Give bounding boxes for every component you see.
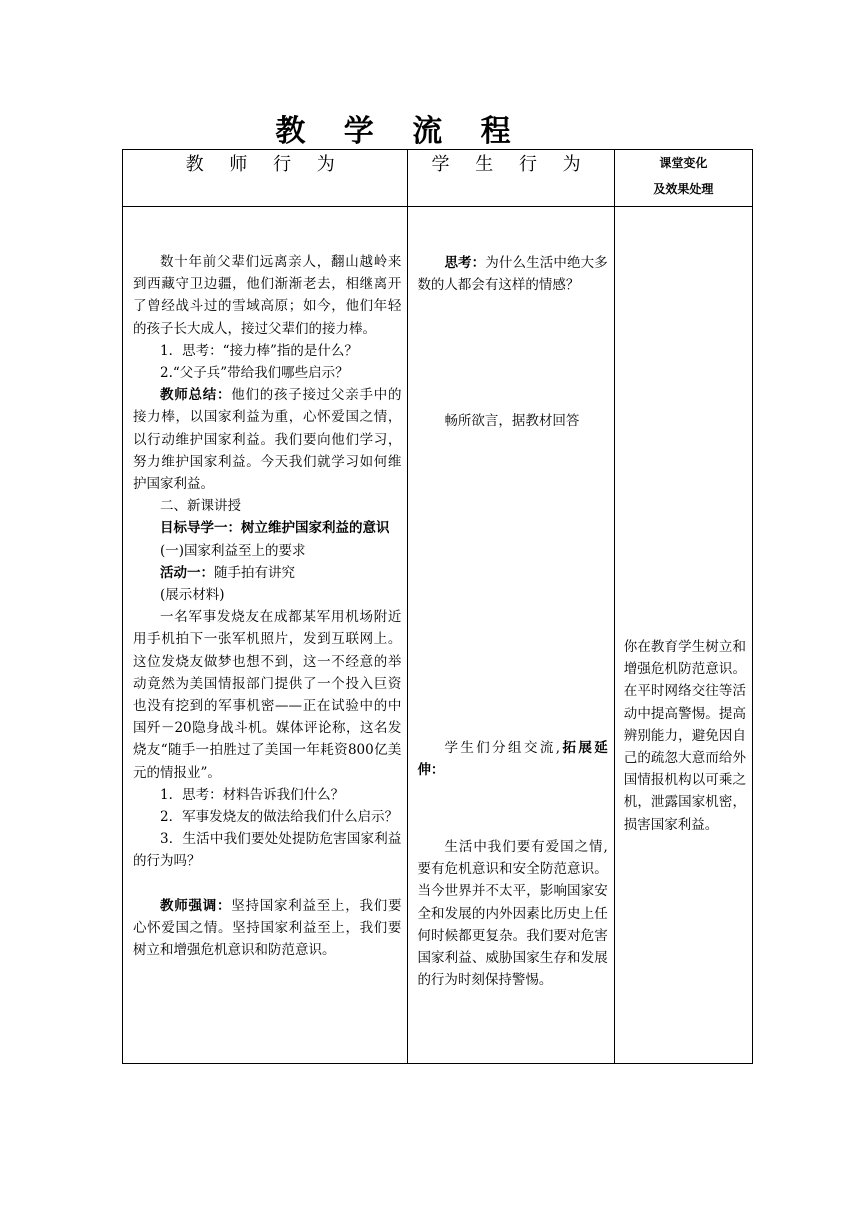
summary-label: 教师总结：: [160, 387, 232, 404]
teacher-question-2: 2.“父子兵”带给我们哪些启示？: [160, 365, 349, 382]
teacher-intro: 数十年前父辈们远离亲人，翻山越岭来到西藏守卫边疆，他们渐渐老去，相继离开了曾经战斗过的雪域高原；如今，他们年轻的孩子长大成人，接过父辈们的接力棒。: [133, 254, 402, 337]
header-notes-line1: 课堂变化: [659, 156, 708, 170]
notes-text: 你在教育学生树立和增强危机防范意识。在平时网络交往等活动中提高警惕。提高辨别能力，避免因自己的疏忽大意而给外国情报机构以可乘之机，泄露国家机密，损害国家利益。: [623, 639, 746, 833]
student-cell: [408, 207, 614, 1064]
material-question-3: 3．生活中我们要处处提防危害国家利益的行为吗？: [133, 831, 402, 870]
emphasis-label: 教师强调：: [160, 897, 232, 914]
section-heading: 二、新课讲授: [160, 498, 241, 515]
extend-label: 拓展延伸：: [417, 739, 608, 778]
teacher-emphasis: [133, 895, 401, 962]
header-student: 学 生 行 为: [408, 150, 614, 207]
notes-cell: [614, 207, 752, 1064]
sub-heading: (一)国家利益至上的要求: [160, 542, 306, 559]
teacher-question-1: 1．思考：“接力棒”指的是什么？: [160, 342, 358, 359]
summary-text: 他们的孩子接过父亲手中的接力棒，以国家利益为重，心怀爱国之情，以行动维护国家利益。我们要向他们学习，努力维护国家利益。今天我们就学习如何维护国家利益。: [133, 387, 402, 493]
material-question-1: 1．思考：材料告诉我们什么？: [160, 786, 345, 803]
header-notes: [614, 150, 752, 207]
activity-text: 随手拍有讲究: [214, 564, 295, 581]
header-teacher: 教 师 行 为: [123, 150, 408, 207]
activity-label: 活动一：: [160, 564, 214, 581]
student-conclusion: 生活中我们要有爱国之情,要有危机意识和安全防范意识。当今世界并不太平，影响国家安全和发展的内外因素比历史上任何时候都更复杂。我们要对危害国家利益、威胁国家生存和发展的行为时刻保持警惕。: [417, 839, 608, 989]
emphasis-text: 坚持国家利益至上，我们要心怀爱国之情。坚持国家利益至上，我们要树立和增强危机意识和防范意识。: [133, 897, 402, 959]
material-question-2: 2．军事发烧友的做法给我们什么启示？: [160, 809, 399, 826]
teacher-summary: [133, 384, 401, 495]
header-notes-line2: 及效果处理: [653, 182, 714, 196]
student-think: [417, 252, 607, 296]
teacher-cell: [123, 207, 408, 1064]
student-speak: 畅所欲言，据教材回答: [444, 413, 580, 430]
page-title: 教 学 流 程: [275, 114, 525, 149]
show-material: (展示材料): [160, 587, 225, 604]
material-text: 一名军事发烧友在成都某军用机场附近用手机拍下一张军机照片，发到互联网上。这位发烧友做梦也想不到，这一不经意的举动竟然为美国情报部门提供了一个投入巨资也没有挖到的军事机密——正在试验中的中国歼－20隐身战斗机。媒体评论称，这名发烧友“随手一拍胜过了美国一年耗资800亿美元的情报业”。: [133, 609, 402, 781]
student-group: [417, 737, 607, 781]
activity-line: [133, 562, 401, 584]
think-text: 为什么生活中绝大多数的人都会有这样的情感？: [417, 255, 608, 294]
goal-heading: 目标导学一：树立维护国家利益的意识: [160, 520, 390, 537]
teaching-flow-table: [122, 149, 753, 1064]
think-label: 思考：: [444, 255, 486, 271]
table-body-row: [123, 207, 753, 1064]
group-text: 学生们分组交流,: [444, 739, 561, 756]
table-header-row: [123, 150, 753, 207]
